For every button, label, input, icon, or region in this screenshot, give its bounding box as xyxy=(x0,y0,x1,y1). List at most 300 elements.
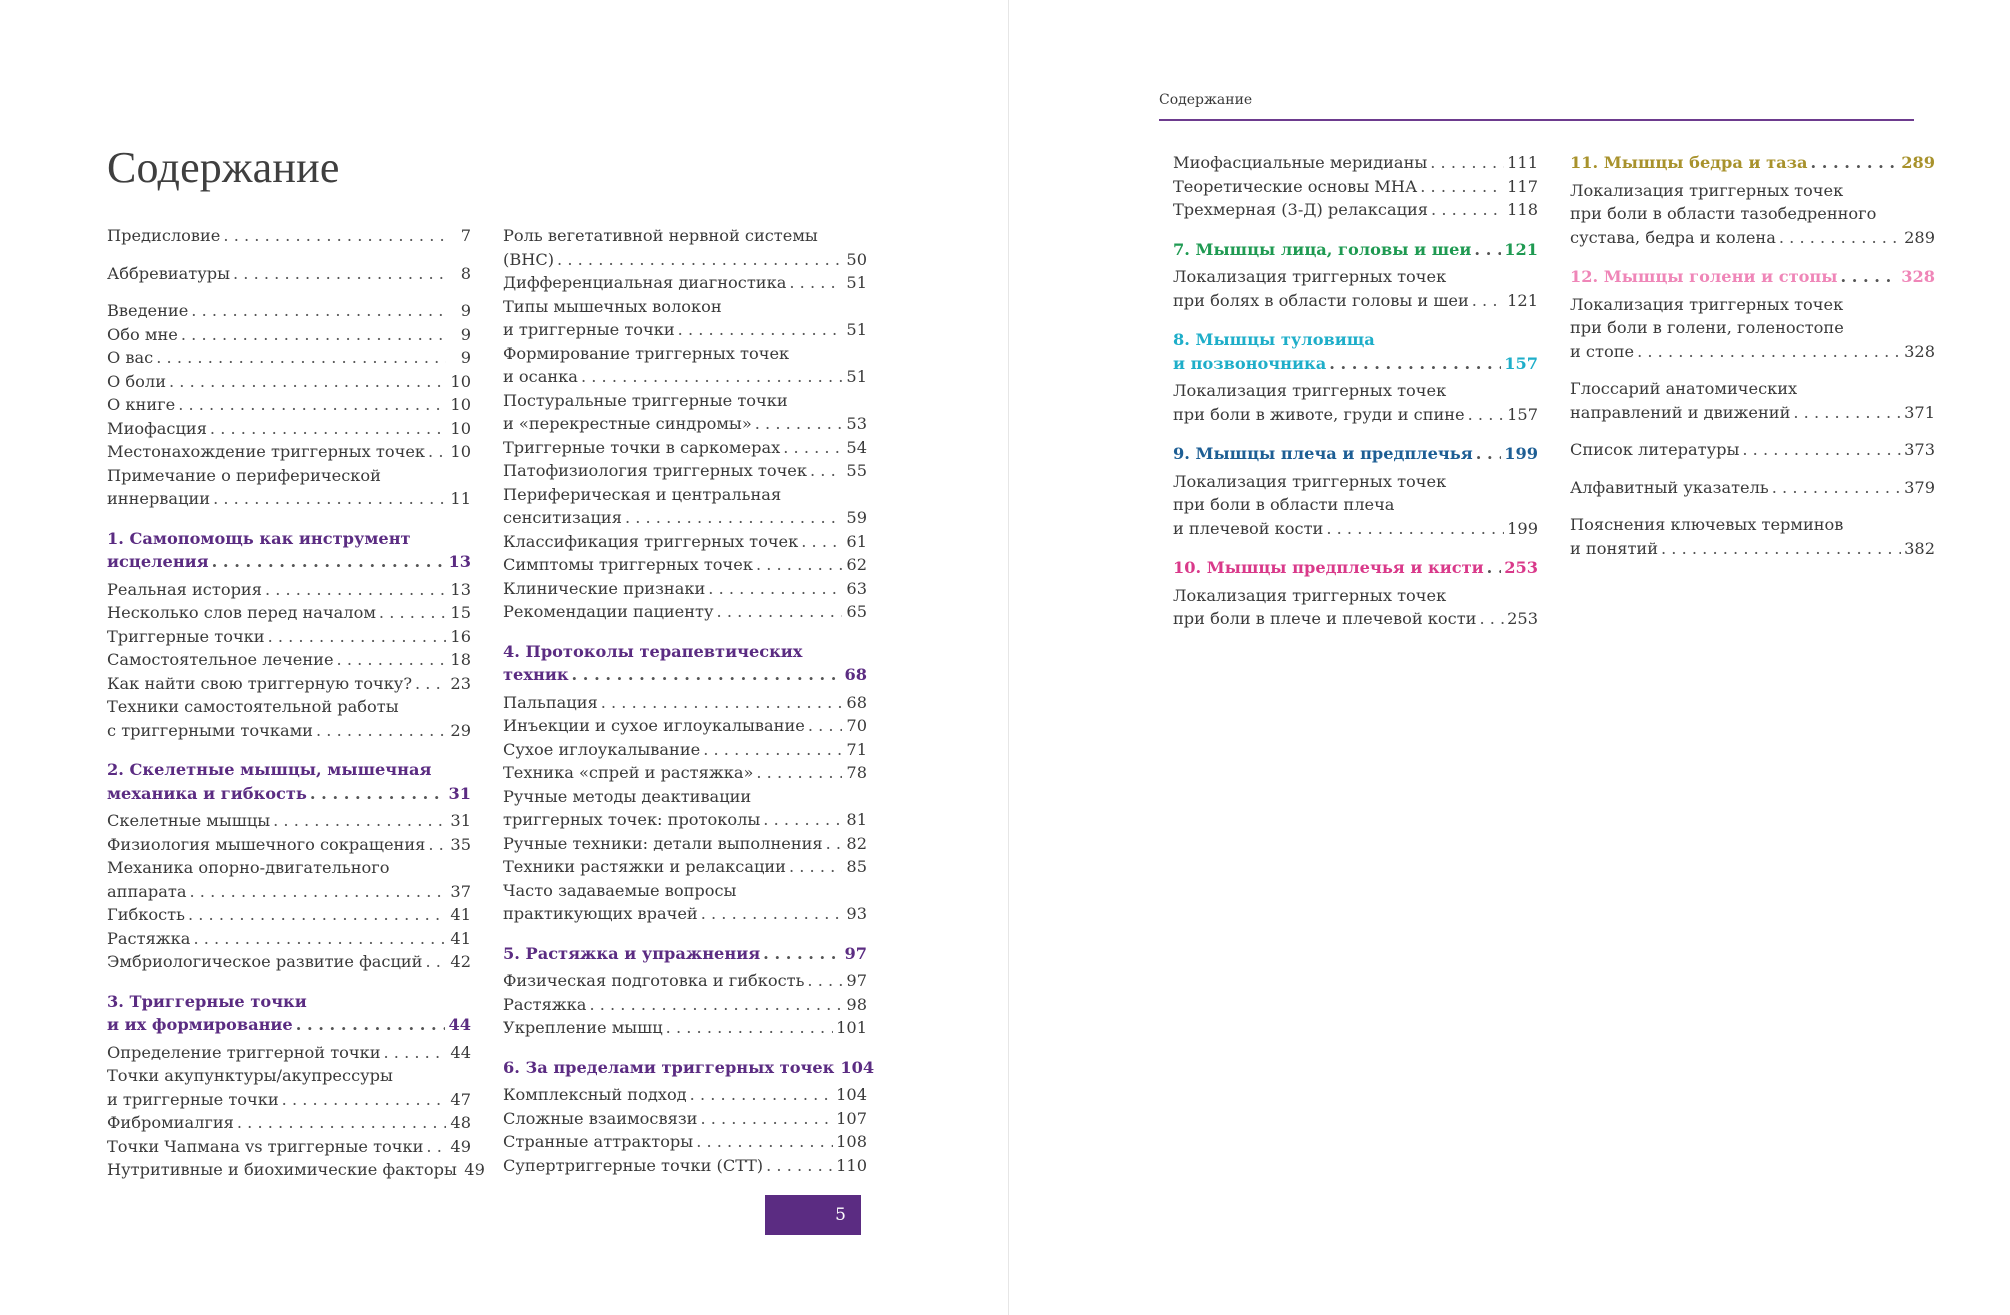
toc-entry[interactable] xyxy=(503,761,867,785)
toc-entry[interactable] xyxy=(107,393,471,417)
toc-entry[interactable] xyxy=(107,950,471,974)
toc-entry-title: Растяжка xyxy=(503,994,587,1014)
toc-column-2 xyxy=(503,224,875,1177)
toc-entry[interactable] xyxy=(503,714,867,738)
dot-leader xyxy=(268,625,446,649)
toc-entry[interactable] xyxy=(1570,293,1935,364)
toc-page-number: 35 xyxy=(450,834,471,854)
dot-leader xyxy=(190,880,447,904)
toc-entry-title: 10. Мышцы предплечья и кисти xyxy=(1173,558,1484,577)
toc-entry[interactable] xyxy=(503,993,867,1017)
toc-entry[interactable] xyxy=(107,1041,471,1065)
toc-entry-title: Укрепление мышц xyxy=(503,1018,663,1037)
toc-entry[interactable] xyxy=(107,809,471,833)
toc-entry-title: 6. За пределами триггерных точек xyxy=(503,1057,835,1077)
page-number: 5 xyxy=(765,1195,861,1235)
toc-page-number: 157 xyxy=(1507,404,1538,424)
dot-leader xyxy=(700,1107,833,1131)
toc-entry-title: практикующих врачей xyxy=(503,904,698,923)
toc-page-number: 41 xyxy=(450,928,471,948)
toc-entry[interactable] xyxy=(503,785,867,832)
dot-leader xyxy=(581,365,842,389)
toc-page-number: 10 xyxy=(450,395,471,414)
toc-entry-title: Типы мышечных волокон xyxy=(503,296,722,316)
running-header: Содержание xyxy=(1159,92,1253,108)
toc-entry-title: Теоретические основы МНА xyxy=(1173,176,1418,196)
toc-page-number: 16 xyxy=(450,626,471,646)
dot-leader xyxy=(789,855,842,879)
toc-entry[interactable] xyxy=(503,691,867,715)
dot-leader xyxy=(810,459,842,483)
toc-page-number: 110 xyxy=(836,1155,867,1175)
toc-page-number: 371 xyxy=(1904,402,1935,422)
toc-entry-title: триггерных точек: протоколы xyxy=(503,810,761,829)
dot-leader xyxy=(210,417,446,441)
toc-entry-title: Сухое иглоукалывание xyxy=(503,739,701,759)
dot-leader xyxy=(1474,238,1501,262)
toc-entry[interactable] xyxy=(1173,198,1538,222)
toc-entry[interactable] xyxy=(503,389,867,436)
dot-leader xyxy=(1431,198,1504,222)
toc-chapter-heading[interactable] xyxy=(107,990,471,1037)
toc-entry[interactable] xyxy=(1173,470,1538,541)
toc-page-number: 328 xyxy=(1901,267,1935,286)
toc-entry-title: Определение триггерной точки xyxy=(107,1042,381,1062)
toc-entry[interactable] xyxy=(503,483,867,530)
toc-entry[interactable] xyxy=(107,323,471,347)
toc-page-number: 98 xyxy=(846,994,867,1014)
toc-entry-title: Локализация триггерных точек xyxy=(1173,381,1447,400)
dot-leader xyxy=(1793,401,1901,425)
toc-entry-title: Гибкость xyxy=(107,905,185,924)
toc-entry[interactable] xyxy=(107,370,471,394)
toc-entry[interactable] xyxy=(503,1107,867,1131)
toc-page-number: 199 xyxy=(1504,444,1538,463)
toc-entry-title: направлений и движений xyxy=(1570,402,1791,422)
toc-entry-title: Фибромиалгия xyxy=(107,1113,234,1132)
toc-entry-title: 8. Мышцы туловища xyxy=(1173,330,1375,349)
toc-entry-title: Инъекции и сухое иглоукалывание xyxy=(503,716,805,735)
toc-chapter-heading[interactable] xyxy=(1173,556,1538,580)
toc-entry-title: при боли в животе, груди и спине xyxy=(1173,404,1465,424)
toc-chapter-heading[interactable] xyxy=(1173,328,1538,375)
dot-leader xyxy=(703,738,842,762)
toc-page-number: 13 xyxy=(448,552,471,571)
toc-entry-title: и плечевой кости xyxy=(1173,518,1324,538)
toc-entry-title: Предисловие xyxy=(107,226,221,245)
dot-leader xyxy=(191,299,446,323)
toc-page-number: 121 xyxy=(1507,290,1538,310)
toc-entry[interactable] xyxy=(107,648,471,672)
toc-entry-title: Список литературы xyxy=(1570,440,1740,459)
toc-entry-title: Пояснения ключевых терминов xyxy=(1570,515,1844,534)
toc-page-number: 199 xyxy=(1507,518,1538,538)
toc-entry[interactable] xyxy=(107,903,471,927)
toc-entry[interactable] xyxy=(107,1135,471,1159)
toc-page-number: 373 xyxy=(1904,440,1935,459)
dot-leader xyxy=(169,370,446,394)
dot-leader xyxy=(755,412,842,436)
toc-entry-title: Глоссарий анатомических xyxy=(1570,379,1798,398)
toc-page-number: 49 xyxy=(450,1136,471,1156)
toc-entry[interactable] xyxy=(1173,265,1538,312)
toc-page-number: 118 xyxy=(1507,200,1538,219)
dot-leader xyxy=(1810,151,1898,175)
toc-entry[interactable] xyxy=(107,417,471,441)
toc-entry[interactable] xyxy=(107,224,471,248)
toc-entry[interactable] xyxy=(1570,476,1935,500)
toc-entry-title: О боли xyxy=(107,371,166,391)
toc-entry[interactable] xyxy=(503,271,867,295)
toc-entry-title: Странные аттракторы xyxy=(503,1132,694,1151)
toc-entry-title: и их формирование xyxy=(107,1015,293,1034)
toc-entry-title: с триггерными точками xyxy=(107,720,313,740)
toc-entry[interactable] xyxy=(503,553,867,577)
dot-leader xyxy=(1430,151,1504,175)
toc-entry-title: при болях в области головы и шеи xyxy=(1173,290,1469,310)
toc-page-number: 68 xyxy=(846,692,867,712)
toc-entry-title: Нутритивные и биохимические факторы xyxy=(107,1160,457,1179)
dot-leader xyxy=(678,318,842,342)
toc-entry-title: 2. Скелетные мышцы, мышечная xyxy=(107,760,432,779)
dot-leader xyxy=(1468,403,1504,427)
toc-page-number: 49 xyxy=(464,1160,485,1179)
dot-leader xyxy=(282,1088,446,1112)
toc-entry[interactable] xyxy=(503,879,867,926)
toc-page-number: 15 xyxy=(450,603,471,622)
toc-entry-title: Эмбриологическое развитие фасций xyxy=(107,952,423,971)
dot-leader xyxy=(193,927,446,951)
toc-page-number: 382 xyxy=(1904,538,1935,558)
dot-leader xyxy=(213,487,446,511)
toc-page-number: 55 xyxy=(846,461,867,480)
toc-entry-title: сенситизация xyxy=(503,508,622,527)
dot-leader xyxy=(188,903,446,927)
toc-entry-title: Локализация триггерных точек xyxy=(1173,267,1447,286)
toc-entry-title: Сложные взаимосвязи xyxy=(503,1108,698,1128)
toc-entry[interactable] xyxy=(107,578,471,602)
toc-page-number: 37 xyxy=(450,881,471,901)
dot-leader xyxy=(273,809,446,833)
toc-page-number: 108 xyxy=(836,1132,867,1151)
toc-page-number: 59 xyxy=(846,508,867,527)
toc-page-number: 81 xyxy=(846,810,867,829)
toc-page-number: 78 xyxy=(846,763,867,782)
toc-page-number: 97 xyxy=(846,971,867,990)
toc-page-number: 9 xyxy=(460,301,471,320)
toc-entry[interactable] xyxy=(107,262,471,286)
dot-leader xyxy=(756,761,842,785)
toc-page-number: 85 xyxy=(846,857,867,876)
dot-leader xyxy=(428,440,446,464)
toc-entry-title: и триггерные точки xyxy=(503,320,675,339)
toc-page-number: 11 xyxy=(450,489,471,508)
toc-entry-title: Триггерные точки в саркомерах xyxy=(503,437,781,457)
toc-entry-title: иннервации xyxy=(107,489,211,508)
toc-page-number: 121 xyxy=(1504,239,1538,259)
toc-entry-title: Постуральные триггерные точки xyxy=(503,390,788,410)
toc-page-number: 23 xyxy=(450,673,471,693)
toc-entry-title: Триггерные точки xyxy=(107,626,265,646)
dot-leader xyxy=(826,832,842,856)
toc-entry[interactable] xyxy=(107,1158,485,1182)
toc-page-number: 42 xyxy=(450,952,471,971)
toc-entry-title: Комплексный подход xyxy=(503,1085,687,1104)
toc-entry[interactable] xyxy=(503,832,867,856)
right-page xyxy=(1009,0,2010,1315)
toc-page-number: 62 xyxy=(846,555,867,574)
toc-chapter-heading[interactable] xyxy=(107,527,471,574)
toc-page-number: 71 xyxy=(846,739,867,759)
toc-entry[interactable] xyxy=(107,625,471,649)
toc-entry-title: Классификация триггерных точек xyxy=(503,531,799,551)
toc-page-number: 68 xyxy=(844,665,867,684)
toc-entry-title: и осанка xyxy=(503,367,578,386)
toc-page-number: 51 xyxy=(846,367,867,386)
toc-entry-title: механика и гибкость xyxy=(107,783,307,803)
toc-page-number: 10 xyxy=(450,442,471,461)
dot-leader xyxy=(625,506,842,530)
toc-entry-title: Ручные методы деактивации xyxy=(503,786,752,806)
toc-entry[interactable] xyxy=(1173,584,1538,631)
toc-entry-title: О книге xyxy=(107,395,176,414)
dot-leader xyxy=(601,691,842,715)
toc-page-number: 70 xyxy=(846,716,867,735)
toc-entry[interactable] xyxy=(107,927,471,951)
toc-entry-title: Ручные техники: детали выполнения xyxy=(503,833,823,853)
toc-entry-title: сустава, бедра и колена xyxy=(1570,227,1776,247)
dot-leader xyxy=(763,942,841,966)
toc-page-number: 31 xyxy=(450,811,471,830)
toc-entry[interactable] xyxy=(503,459,867,483)
dot-leader xyxy=(233,262,446,286)
toc-entry-title: 7. Мышцы лица, головы и шеи xyxy=(1173,239,1472,259)
toc-page-number: 44 xyxy=(448,1015,471,1034)
toc-page-number: 65 xyxy=(846,602,867,621)
toc-page-number: 107 xyxy=(836,1108,867,1128)
dot-leader xyxy=(1661,537,1901,561)
toc-page-number: 253 xyxy=(1504,558,1538,577)
toc-entry[interactable] xyxy=(503,342,867,389)
toc-page-number: 53 xyxy=(846,414,867,433)
toc-page-number: 29 xyxy=(450,720,471,740)
dot-leader xyxy=(379,601,446,625)
dot-leader xyxy=(178,393,446,417)
toc-entry[interactable] xyxy=(1570,377,1935,424)
dot-leader xyxy=(426,1135,446,1159)
toc-entry-title: при боли в области тазобедренного xyxy=(1570,204,1877,223)
toc-entry-title: при боли в области плеча xyxy=(1173,495,1395,514)
toc-entry[interactable] xyxy=(107,695,471,742)
dot-leader xyxy=(808,714,842,738)
toc-entry-title: Миофасциальные меридианы xyxy=(1173,153,1428,172)
toc-entry[interactable] xyxy=(1570,438,1935,462)
toc-entry-title: Патофизиология триггерных точек xyxy=(503,461,808,480)
toc-entry[interactable] xyxy=(503,600,867,624)
dot-leader xyxy=(1742,438,1901,462)
toc-entry[interactable] xyxy=(107,1111,471,1135)
dot-leader xyxy=(557,248,842,272)
toc-entry-title: Локализация триггерных точек xyxy=(1570,294,1844,314)
dot-leader xyxy=(717,600,842,624)
toc-page-number: 379 xyxy=(1904,477,1935,497)
toc-column-4 xyxy=(1570,151,1935,560)
toc-page-number: 18 xyxy=(450,650,471,669)
toc-entry-title: и понятий xyxy=(1570,538,1659,558)
toc-entry[interactable] xyxy=(503,738,867,762)
dot-leader xyxy=(415,672,446,696)
toc-entry[interactable] xyxy=(503,577,867,601)
toc-entry[interactable] xyxy=(503,224,867,271)
dot-leader xyxy=(428,833,446,857)
dot-leader xyxy=(181,323,446,347)
toc-entry[interactable] xyxy=(1570,179,1935,250)
toc-page-number: 289 xyxy=(1901,153,1935,172)
toc-entry-title: Механика опорно-двигательного xyxy=(107,858,390,877)
toc-entry-title: при боли в плече и плечевой кости xyxy=(1173,609,1477,628)
toc-entry-title: Дифференциальная диагностика xyxy=(503,273,787,292)
toc-entry[interactable] xyxy=(1570,513,1935,560)
page-title: Содержание xyxy=(107,143,340,192)
dot-leader xyxy=(223,224,446,248)
toc-chapter-heading[interactable] xyxy=(1173,238,1538,262)
toc-entry[interactable] xyxy=(503,969,867,993)
toc-entry-title: Скелетные мышцы xyxy=(107,811,271,830)
toc-entry-title: (ВНС) xyxy=(503,249,555,269)
toc-entry-title: 5. Растяжка и упражнения xyxy=(503,943,761,963)
toc-entry-title: Периферическая и центральная xyxy=(503,484,782,504)
toc-chapter-heading[interactable] xyxy=(1570,151,1935,175)
toc-entry-title: Алфавитный указатель xyxy=(1570,477,1769,497)
dot-leader xyxy=(763,808,842,832)
dot-leader xyxy=(296,1013,446,1037)
toc-entry-title: Физическая подготовка и гибкость xyxy=(503,971,805,990)
toc-entry-title: Миофасция xyxy=(107,418,207,438)
toc-entry[interactable] xyxy=(107,346,471,370)
toc-chapter-heading[interactable] xyxy=(503,1056,875,1080)
toc-page-number: 82 xyxy=(846,833,867,853)
toc-entry-title: Клинические признаки xyxy=(503,578,706,598)
toc-entry[interactable] xyxy=(107,440,471,464)
toc-page-number: 51 xyxy=(846,273,867,292)
dot-leader xyxy=(265,578,446,602)
toc-page-number: 41 xyxy=(450,905,471,924)
toc-entry[interactable] xyxy=(503,1016,867,1040)
dot-leader xyxy=(589,993,842,1017)
toc-entry-title: 4. Протоколы терапевтических xyxy=(503,641,803,661)
toc-entry-title: Локализация триггерных точек xyxy=(1570,180,1844,200)
toc-entry[interactable] xyxy=(503,530,867,554)
toc-page-number: 44 xyxy=(450,1042,471,1062)
toc-entry-title: Техники растяжки и релаксации xyxy=(503,857,786,876)
toc-page-number: 48 xyxy=(450,1113,471,1132)
toc-page-number: 9 xyxy=(460,348,471,367)
toc-page-number: 253 xyxy=(1507,609,1538,628)
toc-column-3 xyxy=(1173,151,1538,631)
dot-leader xyxy=(156,346,446,370)
toc-page-number: 63 xyxy=(846,578,867,598)
toc-chapter-heading[interactable] xyxy=(1173,442,1538,466)
toc-page-number: 54 xyxy=(846,437,867,457)
toc-page-number: 51 xyxy=(846,320,867,339)
toc-page-number: 9 xyxy=(460,324,471,344)
toc-entry-title: при боли в голени, голеностопе xyxy=(1570,318,1844,337)
dot-leader xyxy=(801,530,842,554)
dot-leader xyxy=(384,1041,446,1065)
toc-entry-title: Реальная история xyxy=(107,579,262,599)
toc-entry[interactable] xyxy=(503,295,867,342)
toc-entry-title: Обо мне xyxy=(107,324,178,344)
toc-entry[interactable] xyxy=(1173,151,1538,175)
dot-leader xyxy=(1329,352,1501,376)
toc-entry-title: Часто задаваемые вопросы xyxy=(503,880,737,900)
toc-entry-title: Техники самостоятельной работы xyxy=(107,697,399,716)
toc-entry[interactable] xyxy=(503,855,867,879)
toc-page-number: 7 xyxy=(460,226,471,245)
toc-entry[interactable] xyxy=(107,299,471,323)
toc-page-number: 289 xyxy=(1904,227,1935,247)
toc-entry[interactable] xyxy=(503,1130,867,1154)
dot-leader xyxy=(666,1016,833,1040)
toc-entry[interactable] xyxy=(503,436,867,460)
toc-entry[interactable] xyxy=(1173,379,1538,426)
toc-page-number: 101 xyxy=(836,1018,867,1037)
toc-entry-title: 9. Мышцы плеча и предплечья xyxy=(1173,444,1473,463)
dot-leader xyxy=(783,436,842,460)
toc-chapter-heading[interactable] xyxy=(503,640,867,687)
toc-entry[interactable] xyxy=(107,672,471,696)
toc-chapter-heading[interactable] xyxy=(1570,265,1935,289)
dot-leader xyxy=(1476,442,1502,466)
toc-entry[interactable] xyxy=(107,464,471,511)
dot-leader xyxy=(316,719,446,743)
header-rule xyxy=(1159,119,1914,121)
dot-leader xyxy=(237,1111,446,1135)
toc-entry[interactable] xyxy=(107,601,471,625)
toc-entry-title: Рекомендации пациенту xyxy=(503,602,714,621)
toc-entry[interactable] xyxy=(503,1083,867,1107)
toc-entry-title: Несколько слов перед началом xyxy=(107,603,376,622)
toc-entry[interactable] xyxy=(107,856,471,903)
toc-entry[interactable] xyxy=(503,1154,867,1178)
dot-leader xyxy=(425,950,446,974)
toc-entry-title: и позвоночника xyxy=(1173,353,1327,373)
dot-leader xyxy=(756,553,842,577)
toc-page-number: 157 xyxy=(1504,353,1538,373)
dot-leader xyxy=(1487,556,1502,580)
toc-page-number: 104 xyxy=(836,1085,867,1104)
dot-leader xyxy=(572,663,842,687)
toc-chapter-heading[interactable] xyxy=(503,942,867,966)
toc-chapter-heading[interactable] xyxy=(107,758,471,805)
toc-entry-title: Аббревиатуры xyxy=(107,263,230,283)
toc-page-number: 111 xyxy=(1507,153,1538,172)
toc-page-number: 93 xyxy=(846,904,867,923)
toc-entry-title: аппарата xyxy=(107,881,187,901)
dot-leader xyxy=(1840,265,1898,289)
dot-leader xyxy=(310,782,446,806)
toc-entry-title: и стопе xyxy=(1570,341,1635,361)
toc-entry-title: и триггерные точки xyxy=(107,1089,279,1109)
toc-entry[interactable] xyxy=(1173,175,1538,199)
toc-entry-title: 11. Мышцы бедра и таза xyxy=(1570,153,1808,172)
toc-entry-title: Трехмерная (3-Д) релаксация xyxy=(1173,200,1429,219)
toc-page-number: 117 xyxy=(1507,176,1538,196)
toc-entry[interactable] xyxy=(107,833,471,857)
toc-entry-title: Как найти свою триггерную точку? xyxy=(107,673,413,693)
toc-entry[interactable] xyxy=(107,1064,471,1111)
toc-entry-title: Физиология мышечного сокращения xyxy=(107,834,426,854)
